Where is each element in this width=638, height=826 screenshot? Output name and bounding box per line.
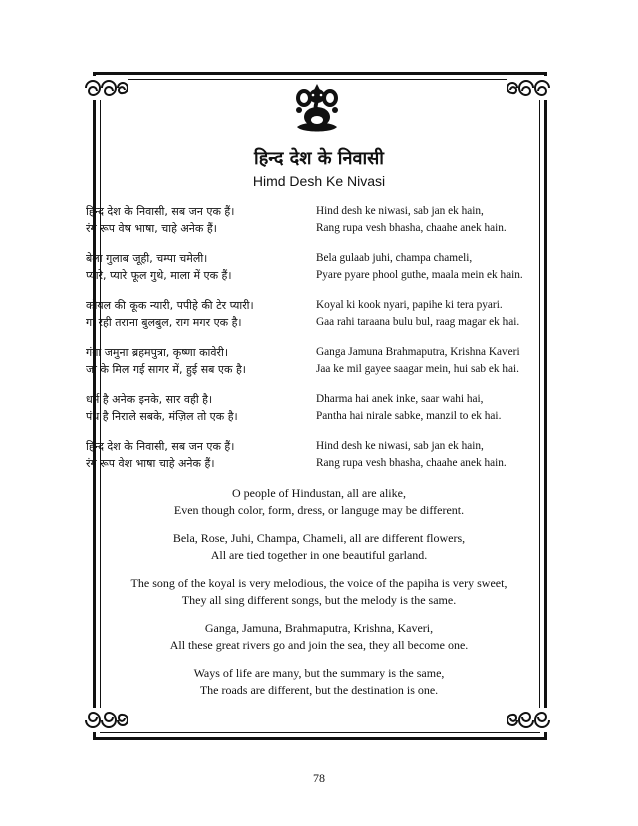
translation-paragraph (95, 620, 543, 654)
translation-line: They all sing different songs, but the melody is the same. (181, 593, 457, 607)
roman-line: Gaa rahi taraana bulu bul, raag magar ek hai. (316, 316, 520, 328)
roman-line: Koyal ki kook nyari, papihe ki tera pyari. (316, 299, 503, 311)
hindi-line: धर्म है अनेक इनके, सार वही है। (86, 393, 213, 406)
hindi-line: हिन्द देश के निवासी, सब जन एक हैं। (86, 440, 235, 453)
stanza-4 (86, 344, 548, 378)
stanza-5 (86, 391, 548, 425)
hindi-line: पंथ है निराले सबके, मंज़िल तो एक है। (86, 410, 238, 423)
roman-line: Hind desh ke niwasi, sab jan ek hain, (316, 440, 484, 452)
roman-line: Dharma hai anek inke, saar wahi hai, (316, 393, 484, 405)
poem-stanzas (86, 203, 548, 485)
translation-paragraph (95, 665, 543, 699)
translation-line: O people of Hindustan, all are alike, (232, 486, 406, 500)
translation-line: All are tied together in one beautiful garland. (210, 548, 428, 562)
stanza-1 (86, 203, 548, 237)
page-title-roman: Himd Desh Ke Nivasi (252, 173, 386, 189)
hindi-line: जा के मिल गई सागर में, हुई सब एक है। (86, 363, 246, 376)
stanza-6 (86, 438, 548, 472)
hindi-line: गा रही तराना बुलबुल, राग मगर एक है। (86, 316, 242, 329)
roman-line: Jaa ke mil gayee saagar mein, hui sab ek hai. (316, 363, 519, 375)
spiral-ornament-icon (82, 708, 128, 732)
translation-line: Ways of life are many, but the summary is the same, (193, 666, 445, 680)
roman-line: Bela gulaab juhi, champa chameli, (316, 252, 473, 264)
translation-line: The song of the koyal is very melodious, the voice of the papiha is very sweet, (130, 576, 508, 590)
stanza-3 (86, 297, 548, 331)
hindi-line: रंग रूप वेष भाषा, चाहे अनेक हैं। (86, 222, 217, 235)
roman-line: Hind desh ke niwasi, sab jan ek hain, (316, 205, 484, 217)
roman-line: Rang rupa vesh bhasha, chaahe anek hain. (316, 457, 507, 469)
spiral-ornament-icon (507, 708, 553, 732)
roman-line: Pyare pyare phool guthe, maala mein ek hain. (316, 269, 523, 281)
translation-paragraph (95, 530, 543, 564)
roman-line: Ganga Jamuna Brahmaputra, Krishna Kaveri (316, 346, 520, 358)
ganesha-icon (292, 83, 342, 135)
stanza-2 (86, 250, 548, 284)
hindi-line: रंग रूप वेश भाषा चाहे अनेक हैं। (86, 457, 215, 470)
hindi-line: हिन्द देश के निवासी, सब जन एक हैं। (86, 205, 235, 218)
page-number: 78 (313, 771, 325, 785)
translation-line: Ganga, Jamuna, Brahmaputra, Krishna, Kaveri, (204, 621, 434, 635)
hindi-line: प्यारे, प्यारे फूल गुथे, माला में एक हैं। (86, 269, 232, 282)
translation-line: All these great rivers go and join the sea, they all become one. (169, 638, 469, 652)
hindi-line: बेला गुलाब जूही, चम्पा चमेली। (86, 252, 208, 265)
roman-line: Rang rupa vesh bhasha, chaahe anek hain. (316, 222, 507, 234)
roman-line: Pantha hai nirale sabke, manzil to ek hai. (316, 410, 502, 422)
page-title-hindi: हिन्द देश के निवासी (254, 148, 384, 169)
english-translation (95, 485, 543, 710)
translation-paragraph (95, 485, 543, 519)
translation-line: Bela, Rose, Juhi, Champa, Chameli, all are different flowers, (172, 531, 466, 545)
spiral-ornament-icon (507, 76, 553, 100)
translation-line: The roads are different, but the destination is one. (199, 683, 439, 697)
hindi-line: गंगा जमुना ब्रहमपुत्रा, कृष्णा कावेरी। (86, 346, 229, 359)
spiral-ornament-icon (82, 76, 128, 100)
translation-paragraph (95, 575, 543, 609)
translation-line: Even though color, form, dress, or languge may be different. (173, 503, 465, 517)
hindi-line: कोयल की कूक न्यारी, पपीहे की टेर प्यारी। (86, 299, 254, 312)
